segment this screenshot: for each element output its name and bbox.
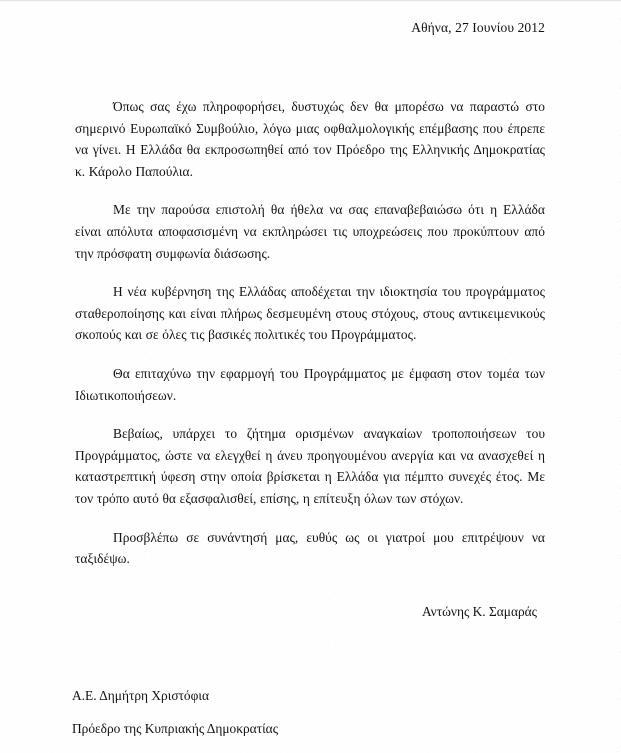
body-paragraph: Βεβαίως, υπάρχει το ζήτημα ορισμένων αναγκαίων τροποποιήσεων του Προγράμματος, ώστε να ελεγχθεί η άνευ προηγουμένου ανεργία και να ανασχεθεί η καταστρεπτική ύφεση στην οποία βρίσκεται η Ελλάδα για πέμπτο συνεχές έτος. Με τον τρόπο αυτό θα εξασφαλισθεί, επίσης, η επίτευξη όλων των στόχων.	[75, 426, 545, 506]
letter-body	[75, 96, 545, 570]
addressee-block	[72, 686, 492, 738]
scan-top-edge	[0, 0, 621, 2]
signature-name: Αντώνης Κ. Σαμαράς	[421, 604, 537, 619]
body-paragraph: Με την παρούσα επιστολή θα ήθελα να σας επαναβεβαιώσω ότι η Ελλάδα είναι απόλυτα αποφασισμένη να εκπληρώσει τις υποχρεώσεις που προκύπτουν από την πρόσφατη συμφωνία διάσωσης.	[75, 202, 545, 261]
body-paragraph: Όπως σας έχω πληροφορήσει, δυστυχώς δεν θα μπορέσω να παραστώ στο σημερινό Ευρωπαϊκό Συμβούλιο, λόγω μιας οφθαλμολογικής επέμβασης που έπρεπε να γίνει. Η Ελλάδα θα εκπροσωπηθεί από τον Πρόεδρο της Ελληνικής Δημοκρατίας κ. Κάρολο Παπούλια.	[75, 99, 545, 179]
body-paragraph: Θα επιταχύνω την εφαρμογή του Προγράμματος με έμφαση στον τομέα των Ιδιωτικοποιήσεων.	[75, 365, 545, 403]
addressee-title: Πρόεδρο της Κυπριακής Δημοκρατίας	[72, 721, 278, 736]
dateline: Αθήνα, 27 Ιουνίου 2012	[411, 20, 545, 35]
body-paragraph: Η νέα κυβέρνηση της Ελλάδας αποδέχεται την ιδιοκτησία του προγράμματος σταθεροποίησης και είναι πλήρως δεσμευμένη στους στόχους, στους αντικειμενικούς σκοπούς και σε όλες τις βασικές πολιτικές του Προγράμματος.	[75, 284, 545, 343]
body-paragraph: Προσβλέπω σε συνάντησή μας, ευθύς ως οι γιατροί μου επιτρέψουν να ταξιδέψω.	[75, 529, 545, 567]
addressee-name: Α.Ε. Δημήτρη Χριστόφια	[72, 688, 209, 703]
